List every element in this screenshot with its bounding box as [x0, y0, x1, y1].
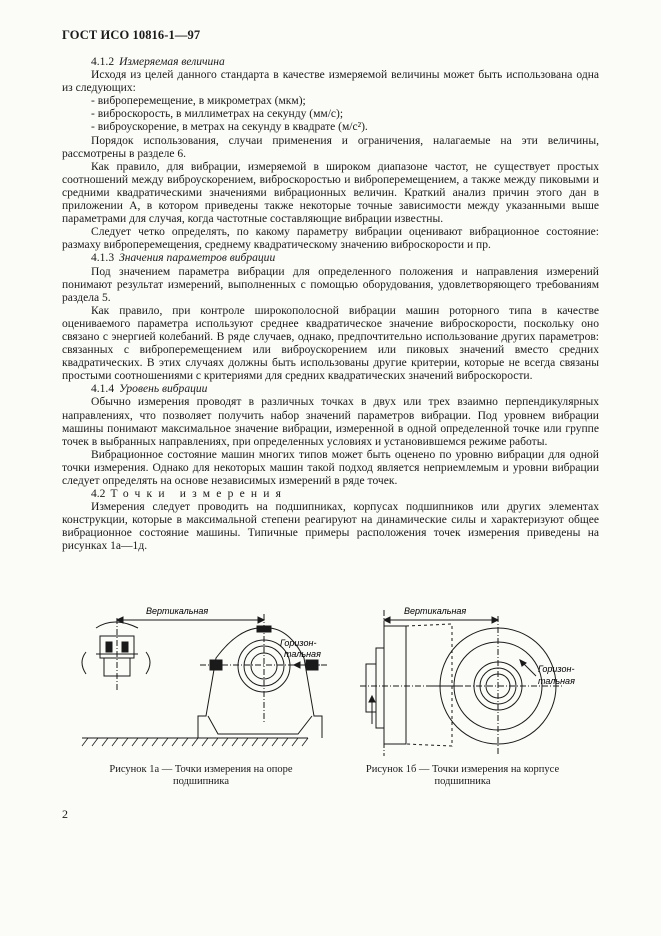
section-heading-4-1-2: [91, 56, 599, 69]
horizontal-label-line2: тальная: [284, 649, 321, 659]
paragraph: Исходя из целей данного стандарта в качестве измеряемой величины может быть использована одна из следующих:: [62, 69, 599, 95]
vertical-label: Вертикальная: [146, 606, 209, 616]
section-heading-4-1-3: [91, 252, 599, 265]
figure-1b-caption: [340, 764, 585, 788]
caption-line: подшипника: [434, 776, 491, 787]
paragraph: Обычно измерения проводят в различных точках в двух или трех взаимно перпендикулярных направлениях, что позволяет получить набор значений параметров вибрации. Под уровнем вибрации машины понимают максимальное значение вибрации, измеренной в одной определенной точке или группе точек в выбранных направлениях, при определенных условиях и установившемся режиме работы.: [62, 396, 599, 448]
paragraph: Измерения следует проводить на подшипниках, корпусах подшипников или других элементах конструкции, которые в максимальной степени реагируют на динамические силы и характеризуют общее вибрационное состояние машины. Типичные примеры расположения точек измерения приведены на рисунках 1а—1д.: [62, 501, 599, 553]
main-text: [62, 56, 599, 554]
list-item: - виброускорение, в метрах на секунду в квадрате (м/с²).: [91, 121, 368, 134]
figure-1a-caption: [66, 764, 336, 788]
section-heading-4-2: [91, 488, 599, 501]
section-number: 4.2: [91, 488, 106, 501]
paragraph: Следует четко определять, по какому параметру вибрации оценивают вибрационное состояние: размаху виброперемещения, среднему квадратическому значению виброскорости и пр.: [62, 226, 599, 252]
figure-1a-bearing-pedestal: [68, 596, 338, 766]
vertical-label: Вертикальная: [404, 606, 467, 616]
section-number: 4.1.3: [91, 252, 115, 265]
list-item: - виброперемещение, в микрометрах (мкм);: [91, 95, 306, 108]
document-header: ГОСТ ИСО 10816-1—97: [62, 28, 201, 42]
bearing-pedestal-drawing: [68, 596, 338, 766]
paragraph: Как правило, при контроле широкополосной вибрации машин роторного типа в качестве оцениваемого параметра используют среднее квадратическое значение виброскорости, поскольку оно связано с энергией колебаний. В ряде случаев, однако, предпочтительно использование других параметров: связанных с виброперемещением или виброускорением или пиковых значений вместо средних квадратических. В этих случаях должны быть использованы другие критерии, которые не всегда связаны простыми соотношениями с критериями для средних квадратических значений виброскорости.: [62, 304, 599, 383]
section-number: 4.1.2: [91, 56, 115, 68]
section-title: Значения параметров вибрации: [119, 252, 276, 265]
horizontal-label-line1: Горизон-: [538, 664, 575, 674]
caption-line: Рисунок 1б — Точки измерения на корпусе: [365, 764, 560, 775]
horizontal-label-line1: Горизон-: [280, 638, 317, 648]
paragraph: Под значением параметра вибрации для определенного положения и направления измерений понимают результат измерений, выполненных с помощью оборудования, удовлетворяющего требованиям раздела 5.: [62, 265, 599, 304]
section-title: Уровень вибрации: [119, 383, 208, 396]
section-title: Измеряемая величина: [119, 56, 225, 68]
horizontal-label-line2: тальная: [538, 676, 575, 686]
paragraph: Как правило, для вибрации, измеряемой в широком диапазоне частот, не существует простых соотношений между виброускорением, виброскоростью и виброперемещением, а также между пиковыми и средними квадратическими значениями вибрационных величин. Краткий анализ причин этого дан в приложении А, в котором приведены также некоторые точные зависимости между указанными выше параметрами для случая, когда частотные составляющие вибрации известны.: [62, 160, 599, 226]
caption-line: подшипника: [172, 776, 230, 787]
paragraph: Порядок использования, случаи применения и ограничения, налагаемые на эти величины, рассмотрены в разделе 6.: [62, 134, 599, 160]
section-number: 4.1.4: [91, 383, 115, 396]
section-heading-4-1-4: [91, 383, 599, 396]
list-item: - виброскорость, в миллиметрах на секунду (мм/с);: [91, 108, 344, 121]
bearing-housing-drawing: [342, 596, 582, 766]
page-number: 2: [62, 807, 68, 821]
section-title: Точки измерения: [110, 488, 288, 501]
caption-line: Рисунок 1а — Точки измерения на опоре: [109, 764, 293, 775]
figure-1b-bearing-housing: [342, 596, 582, 766]
paragraph: Вибрационное состояние машин многих типов может быть оценено по уровню вибрации для одной точки измерения. Однако для некоторых машин такой подход является неприемлемым и уровни вибрации следует определять на основе независимых измерений в ряде точек.: [62, 448, 599, 487]
